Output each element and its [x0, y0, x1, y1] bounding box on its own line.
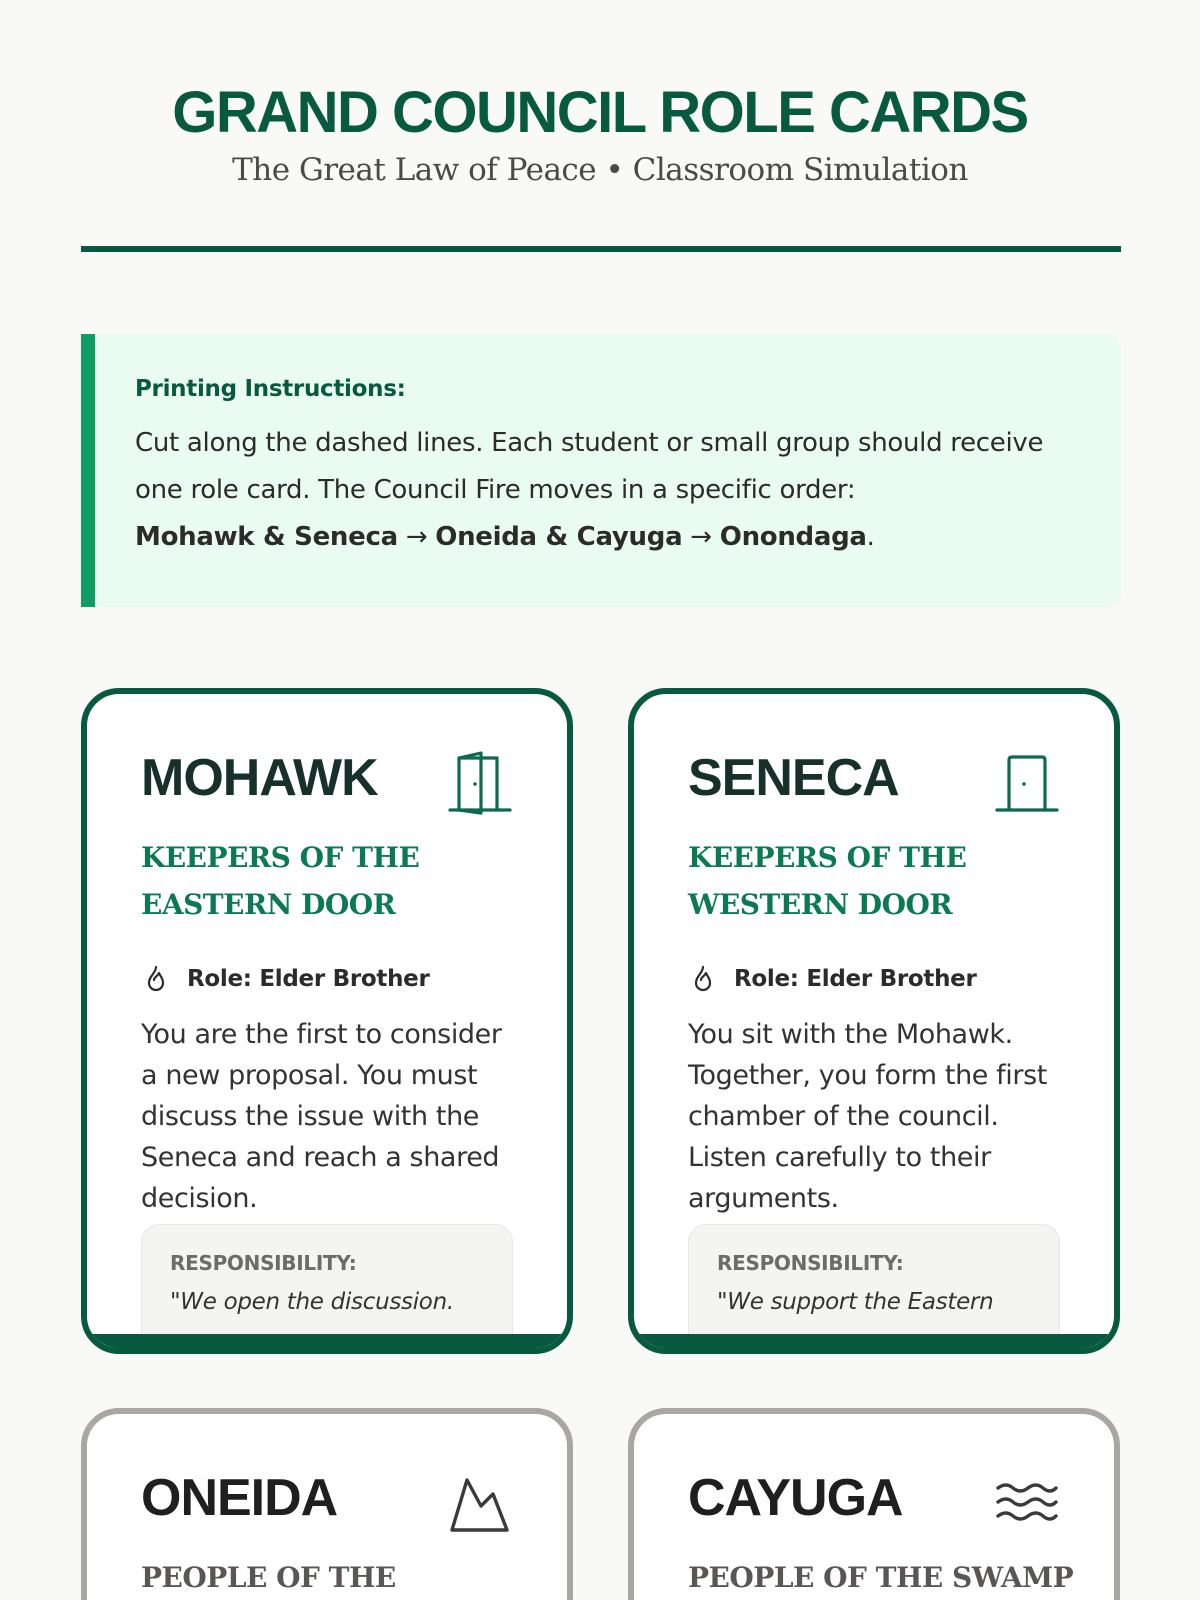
page-header — [0, 78, 1200, 190]
order-end: . — [866, 522, 875, 552]
waves-icon — [994, 1470, 1060, 1536]
printing-instructions — [81, 334, 1121, 607]
card-description: You are the first to consider a new proposal. You must discuss the issue with the Seneca and reach a shared decision. — [141, 1019, 502, 1214]
order-step-1: Mohawk & Seneca — [135, 522, 398, 552]
role-label: Role: Elder Brother — [187, 966, 430, 992]
card-subtitle: PEOPLE OF THE — [141, 1561, 396, 1594]
mountain-icon — [447, 1470, 513, 1536]
door-closed-icon — [994, 750, 1060, 816]
instructions-heading: Printing Instructions: — [135, 376, 406, 402]
role-label: Role: Elder Brother — [734, 966, 977, 992]
card-description: You sit with the Mohawk. Together, you form the first chamber of the council. Listen carefully to their arguments. — [688, 1019, 1047, 1214]
order-step-2: Oneida & Cayuga — [435, 522, 683, 552]
card-subtitle: KEEPERS OF THE WESTERN DOOR — [688, 841, 967, 921]
card-footer-bar — [87, 1334, 567, 1348]
responsibility-quote: "We open the discussion. — [170, 1289, 454, 1315]
role-card-seneca — [628, 688, 1120, 1354]
card-title: ONEIDA — [141, 1469, 338, 1527]
order-arrow-1: → — [405, 522, 428, 552]
role-card-mohawk — [81, 688, 573, 1354]
door-open-icon — [447, 750, 513, 816]
page-title: GRAND COUNCIL ROLE CARDS — [172, 80, 1028, 145]
card-title: SENECA — [688, 749, 899, 807]
order-arrow-2: → — [690, 522, 712, 552]
flame-icon — [688, 964, 718, 994]
page-subtitle: The Great Law of Peace • Classroom Simulation — [232, 152, 968, 188]
role-card-oneida — [81, 1408, 573, 1600]
card-subtitle: PEOPLE OF THE SWAMP — [688, 1561, 1074, 1594]
instructions-body — [135, 420, 1081, 561]
flame-icon — [141, 964, 171, 994]
responsibility-label: RESPONSIBILITY: — [170, 1251, 357, 1275]
responsibility-quote: "We support the Eastern — [717, 1289, 994, 1315]
instructions-text: Cut along the dashed lines. Each student or small group should receive one role card. The Council Fire moves in a specific order: — [135, 428, 1044, 505]
card-subtitle: KEEPERS OF THE EASTERN DOOR — [141, 841, 420, 921]
card-title: CAYUGA — [688, 1469, 903, 1527]
order-step-3: Onondaga — [719, 522, 867, 552]
card-role — [141, 964, 430, 994]
role-card-cayuga — [628, 1408, 1120, 1600]
card-footer-bar — [634, 1334, 1114, 1348]
card-role — [688, 964, 977, 994]
card-title: MOHAWK — [141, 749, 378, 807]
header-divider — [81, 246, 1121, 252]
responsibility-label: RESPONSIBILITY: — [717, 1251, 904, 1275]
